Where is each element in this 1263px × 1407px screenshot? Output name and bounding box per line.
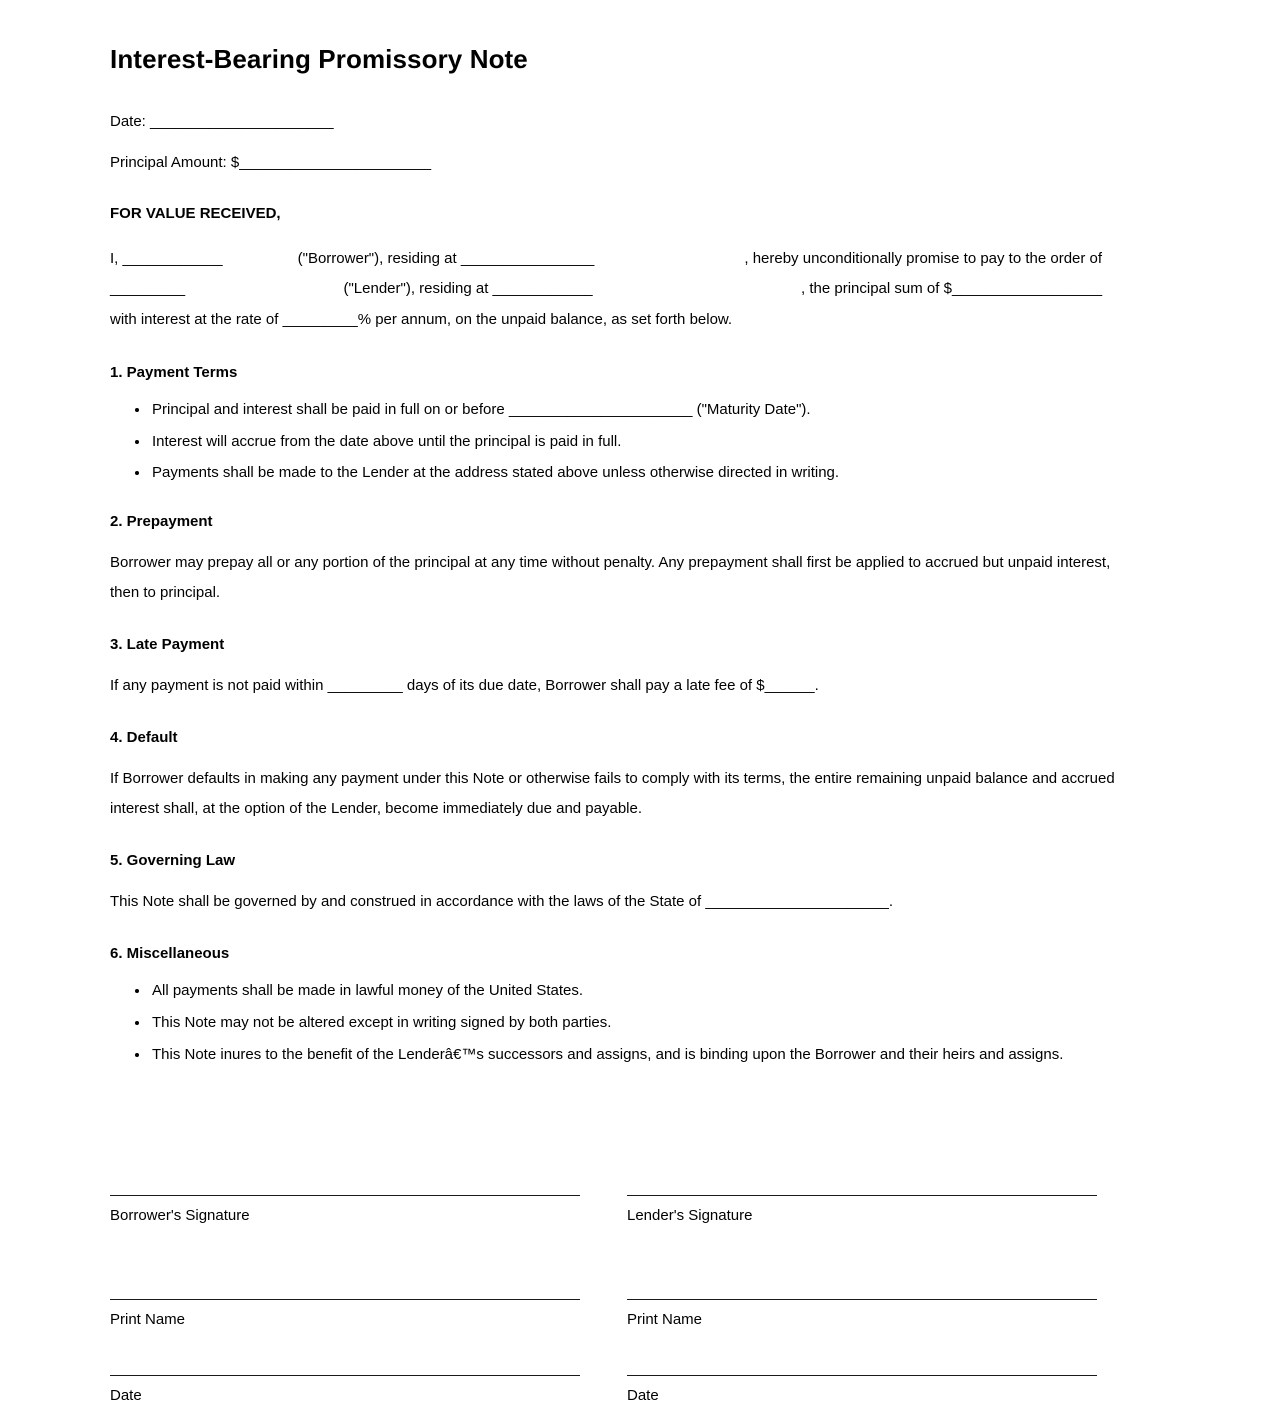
- principal-sum-blank[interactable]: __________________: [951, 280, 1103, 298]
- section-heading-miscellaneous: 6. Miscellaneous: [110, 945, 230, 963]
- borrower-signature-column: [110, 1195, 580, 1227]
- maturity-date-blank[interactable]: ______________________: [508, 400, 693, 418]
- lender-signature-label: Lender's Signature: [627, 1206, 753, 1224]
- signature-block: [110, 1195, 1097, 1407]
- recital-part-4: ("Lender"), residing at: [343, 280, 493, 298]
- section-heading-payment-terms: 1. Payment Terms: [110, 363, 238, 381]
- lender-date-label: Date: [627, 1386, 659, 1404]
- section-heading-prepayment: 2. Prepayment: [110, 513, 213, 531]
- lender-address-blank[interactable]: ____________: [492, 280, 593, 298]
- default-paragraph: If Borrower defaults in making any payment under this Note or otherwise fails to comply with its terms, the entire remaining unpaid balance and accrued interest shall, at the option of the Lender, become immediately due and payable.: [110, 770, 1119, 818]
- recital-paragraph: [110, 244, 1125, 336]
- section-heading-governing-law: 5. Governing Law: [110, 852, 236, 870]
- borrower-print-name-line[interactable]: [110, 1299, 580, 1300]
- borrower-address-blank[interactable]: ________________: [460, 249, 595, 267]
- miscellaneous-list: [110, 980, 1125, 1066]
- page-title: Interest-Bearing Promissory Note: [110, 44, 528, 74]
- lender-print-name-column: [627, 1299, 1097, 1331]
- lender-name-blank[interactable]: _________: [110, 280, 186, 298]
- principal-amount-field-row: [110, 150, 1125, 177]
- borrower-print-name-label: Print Name: [110, 1310, 186, 1328]
- governing-state-blank[interactable]: ______________________: [705, 893, 889, 911]
- recital-part-6: with interest at the rate of: [110, 280, 1107, 329]
- recital-spacer-1: [223, 250, 298, 267]
- borrower-date-column: [110, 1375, 580, 1407]
- section-heading-late-payment: 3. Late Payment: [110, 636, 225, 654]
- signature-spacer: [110, 1227, 1097, 1299]
- recital-part-2: ("Borrower"), residing at: [297, 249, 461, 267]
- list-item: • This Note inures to the benefit of the Lenderâ€™s successors and assigns, and is binding upon the Borrower and their heirs and assigns.: [150, 1044, 1125, 1067]
- governing-law-text-before: This Note shall be governed by and construed in accordance with the laws of the State of: [110, 893, 706, 911]
- recital-part-5: , the principal sum of $: [801, 280, 952, 298]
- lender-date-line[interactable]: [627, 1375, 1097, 1376]
- list-item: • This Note may not be altered except in writing signed by both parties.: [150, 1012, 1125, 1035]
- lender-date-column: [627, 1375, 1097, 1407]
- governing-law-paragraph: [110, 887, 1125, 917]
- payment-terms-list: [110, 399, 1125, 485]
- signature-row-dates: [110, 1375, 1097, 1407]
- recital-spacer-3: [185, 280, 343, 297]
- list-item: [150, 462, 1125, 485]
- principal-amount-blank[interactable]: _______________________: [239, 153, 432, 171]
- list-item: • All payments shall be made in lawful money of the United States.: [150, 980, 1125, 1003]
- signature-spacer: [110, 1331, 1097, 1375]
- recital-part-3: , hereby unconditionally promise to pay to the order of: [744, 249, 1107, 267]
- borrower-signature-line[interactable]: [110, 1195, 580, 1196]
- late-fee-amount-blank[interactable]: ______: [764, 677, 815, 695]
- recital-part-1: I,: [110, 249, 123, 267]
- date-label: Date:: [110, 113, 151, 131]
- list-item: [150, 431, 1125, 454]
- lender-signature-column: [627, 1195, 1097, 1227]
- principal-amount-label: Principal Amount: $: [110, 153, 240, 171]
- borrower-date-line[interactable]: [110, 1375, 580, 1376]
- bullet-text: Payments shall be made to the Lender at the address stated above unless otherwise directed in writing.: [152, 464, 840, 482]
- late-payment-text-after: .: [814, 677, 819, 695]
- lender-signature-line[interactable]: [627, 1195, 1097, 1196]
- borrower-print-name-column: [110, 1299, 580, 1331]
- date-field-row: [110, 109, 1125, 136]
- lender-print-name-line[interactable]: [627, 1299, 1097, 1300]
- recital-spacer-4: [593, 280, 801, 297]
- list-item: [150, 399, 1125, 422]
- date-blank[interactable]: ______________________: [150, 113, 334, 131]
- borrower-signature-label: Borrower's Signature: [110, 1206, 250, 1224]
- borrower-name-blank[interactable]: ____________: [122, 249, 223, 267]
- recital-spacer-2: [594, 250, 744, 267]
- governing-law-text-after: .: [888, 893, 894, 911]
- prepayment-paragraph: Borrower may prepay all or any portion of the principal at any time without penalty. Any prepayment shall first be applied to accrued but unpaid interest, then to principal.: [110, 554, 1115, 602]
- section-heading-default: 4. Default: [110, 729, 178, 747]
- interest-rate-blank[interactable]: _________: [282, 311, 358, 329]
- bullet-text: Interest will accrue from the date above until the principal is paid in full.: [152, 432, 622, 450]
- late-payment-days-blank[interactable]: _________: [327, 677, 403, 695]
- late-payment-text-before: If any payment is not paid within: [110, 677, 328, 695]
- late-payment-paragraph: [110, 671, 1125, 701]
- borrower-date-label: Date: [110, 1386, 142, 1404]
- bullet-text-after: ("Maturity Date").: [692, 400, 811, 418]
- for-value-received-heading: FOR VALUE RECEIVED,: [110, 204, 281, 222]
- late-payment-text-middle: days of its due date, Borrower shall pay a late fee of $: [402, 677, 765, 695]
- signature-row-print-names: [110, 1299, 1097, 1331]
- lender-print-name-label: Print Name: [627, 1310, 703, 1328]
- recital-part-7: % per annum, on the unpaid balance, as set forth below.: [357, 311, 733, 329]
- bullet-text-before: Principal and interest shall be paid in full on or before: [152, 400, 509, 418]
- signature-row-signatures: [110, 1195, 1097, 1227]
